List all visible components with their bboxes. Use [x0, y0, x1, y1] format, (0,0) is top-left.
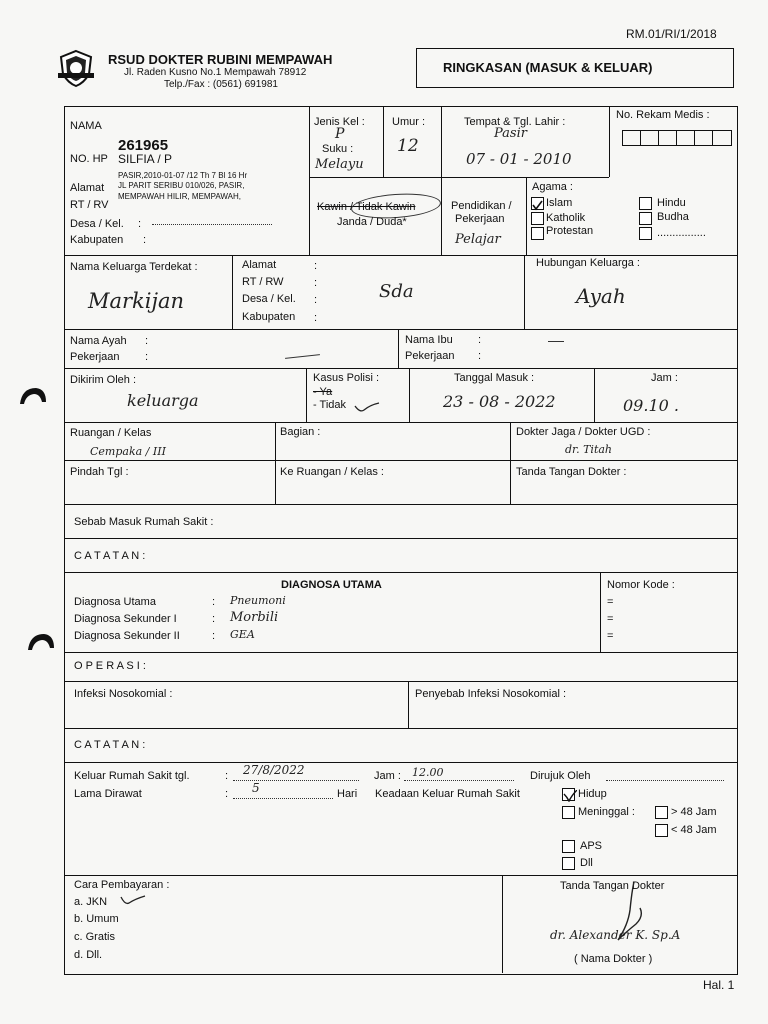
jam-keluar-value: 12.00: [412, 766, 444, 779]
no-hp-label: NO. HP: [70, 153, 108, 165]
tanggal-masuk-value: 23 - 08 - 2022: [443, 392, 556, 411]
lama-dirawat-label: Lama Dirawat: [74, 788, 142, 800]
patient-birth-info: PASIR,2010-01-07 /12 Th 7 Bl 16 Hr: [118, 171, 248, 180]
suku-label: Suku :: [322, 143, 354, 155]
gt48-checkbox[interactable]: [655, 806, 668, 819]
agama-budha: Budha: [657, 211, 689, 223]
agama-label: Agama :: [532, 181, 573, 193]
suku-value: Melayu: [315, 157, 364, 172]
dokter-jaga-value: dr. Titah: [565, 443, 613, 456]
meninggal-label: Meninggal :: [578, 806, 635, 818]
lt48-label: < 48 Jam: [671, 824, 717, 836]
agama-hindu: Hindu: [657, 197, 686, 209]
agama-budha-checkbox[interactable]: [639, 212, 652, 225]
kasus-tidak-check-icon: [354, 400, 380, 418]
infeksi-label: Infeksi Nosokomial :: [74, 688, 173, 700]
ruangan-label: Ruangan / Kelas: [70, 427, 152, 439]
operasi-label: O P E R A S I :: [74, 660, 146, 672]
agama-katholik-checkbox[interactable]: [531, 212, 544, 225]
agama-hindu-checkbox[interactable]: [639, 197, 652, 210]
nama-keluarga-value: Markijan: [88, 289, 185, 313]
diagnosa-sekunder1-label: Diagnosa Sekunder I: [74, 613, 177, 625]
kasus-ya: - Ya: [313, 386, 333, 398]
ke-ruangan-label: Ke Ruangan / Kelas :: [280, 466, 384, 478]
address-line2: MEMPAWAH HILIR, MEMPAWAH,: [118, 192, 241, 201]
check-icon: [532, 200, 543, 211]
tanggal-masuk-label: Tanggal Masuk :: [454, 372, 535, 384]
punch-hole-top: [18, 384, 48, 411]
alamat-label: Alamat: [70, 182, 105, 194]
hubungan-label: Hubungan Keluarga :: [536, 257, 640, 269]
agama-islam-checkbox[interactable]: [531, 197, 544, 210]
hidup-checkbox[interactable]: [562, 788, 575, 801]
doctor-signature: [600, 880, 650, 955]
nama-ibu-dash: [548, 341, 564, 342]
jam-keluar-label: Jam :: [374, 770, 401, 782]
kabupaten-label: Kabupaten: [70, 234, 124, 246]
nama-ibu-label: Nama Ibu: [405, 334, 453, 346]
jenis-kel-value: P: [335, 126, 345, 142]
sebab-masuk-label: Sebab Masuk Rumah Sakit :: [74, 516, 214, 528]
rekam-medis-boxes[interactable]: [622, 130, 732, 146]
catatan-2: C A T A T A N :: [74, 739, 146, 751]
pekerjaan-label: Pekerjaan: [455, 213, 505, 225]
lt48-checkbox[interactable]: [655, 824, 668, 837]
hospital-name: RSUD DOKTER RUBINI MEMPAWAH: [108, 52, 333, 67]
penyebab-infeksi-label: Penyebab Infeksi Nosokomial :: [415, 688, 567, 700]
patient-id-number: 261965: [118, 137, 169, 154]
document-code: RM.01/RI/1/2018: [626, 27, 717, 41]
rt-rw-label: RT / RV: [70, 199, 109, 211]
payment-dll: d. Dll.: [74, 949, 103, 961]
diagnosa-sekunder1-code: =: [607, 613, 614, 625]
dokter-jaga-label: Dokter Jaga / Dokter UGD :: [516, 426, 651, 438]
pindah-tgl-label: Pindah Tgl :: [70, 466, 129, 478]
diagnosa-sekunder1-value: Morbili: [230, 610, 279, 625]
form-frame: [64, 106, 738, 975]
hospital-logo: [56, 48, 96, 88]
diagnosa-utama-label: Diagnosa Utama: [74, 596, 156, 608]
diagnosa-sekunder2-code: =: [607, 630, 614, 642]
umur-label: Umur :: [392, 116, 425, 128]
page-number: Hal. 1: [703, 978, 735, 992]
diagnosa-sekunder2-label: Diagnosa Sekunder II: [74, 630, 180, 642]
nama-label: NAMA: [70, 120, 102, 132]
jam-masuk-value: 09.10 .: [623, 396, 679, 415]
family-alamat-value: Sda: [379, 281, 414, 302]
pekerjaan-value: Pelajar: [455, 232, 501, 247]
dll-label: Dll: [580, 857, 593, 869]
hari-label: Hari: [337, 788, 358, 800]
kawin-text: Kawin / Tidak Kawin: [317, 201, 416, 213]
agama-islam: Islam: [546, 197, 573, 209]
family-kabupaten-label: Kabupaten: [242, 311, 296, 323]
tgl-lahir-value: 07 - 01 - 2010: [466, 150, 572, 168]
payment-jkn: a. JKN: [74, 896, 108, 908]
keluar-label: Keluar Rumah Sakit tgl.: [74, 770, 190, 782]
janda-duda-text: Janda / Duda*: [337, 216, 407, 228]
nomor-kode-label: Nomor Kode :: [607, 579, 675, 591]
nama-ayah-label: Nama Ayah: [70, 335, 127, 347]
address-line1: JL PARIT SERIBU 010/026, PASIR,: [118, 181, 245, 190]
umur-value: 12: [397, 136, 419, 156]
dirujuk-label: Dirujuk Oleh: [530, 770, 591, 782]
kasus-polisi-label: Kasus Polisi :: [313, 372, 380, 384]
hubungan-value: Ayah: [576, 284, 626, 308]
agama-protestan-checkbox[interactable]: [531, 227, 544, 240]
agama-katholik: Katholik: [546, 212, 586, 224]
meninggal-checkbox[interactable]: [562, 806, 575, 819]
tanda-tangan-label: Tanda Tangan Dokter :: [516, 466, 627, 478]
jkn-check-icon: [120, 893, 146, 912]
keadaan-label: Keadaan Keluar Rumah Sakit: [375, 788, 520, 800]
aps-label: APS: [580, 840, 603, 852]
diagnosa-heading: DIAGNOSA UTAMA: [281, 579, 382, 591]
payment-gratis: c. Gratis: [74, 931, 115, 943]
punch-hole-bottom: [26, 630, 56, 657]
family-alamat-label: Alamat: [242, 259, 277, 271]
gt48-label: > 48 Jam: [671, 806, 717, 818]
rekam-medis-label: No. Rekam Medis :: [616, 109, 710, 121]
jam-masuk-label: Jam :: [651, 372, 678, 384]
tempat-tgl-label: Tempat & Tgl. Lahir :: [464, 116, 566, 128]
dikirim-label: Dikirim Oleh :: [70, 374, 137, 386]
agama-other: ................: [657, 227, 706, 239]
diagnosa-utama-value: Pneumoni: [230, 594, 286, 607]
payment-label: Cara Pembayaran :: [74, 879, 170, 891]
ttd-dokter-label: Tanda Tangan Dokter: [560, 880, 665, 892]
dikirim-value: keluarga: [127, 391, 199, 410]
family-desa-label: Desa / Kel.: [242, 293, 296, 305]
pekerjaan-ayah-label: Pekerjaan: [70, 351, 120, 363]
doctor-sign-name: dr. Alexander K. Sp.A: [550, 928, 681, 942]
agama-protestan: Protestan: [546, 225, 594, 237]
patient-name-value: SILFIA / P: [118, 152, 173, 166]
dll-checkbox[interactable]: [562, 857, 575, 870]
nama-keluarga-label: Nama Keluarga Terdekat :: [70, 261, 198, 273]
ruangan-value: Cempaka / III: [90, 445, 166, 458]
family-rt-rw-label: RT / RW: [242, 276, 284, 288]
catatan-1: C A T A T A N :: [74, 550, 146, 562]
diagnosa-utama-code: =: [607, 596, 614, 608]
keluar-value: 27/8/2022: [243, 763, 305, 777]
tempat-value: Pasir: [494, 126, 527, 141]
aps-checkbox[interactable]: [562, 840, 575, 853]
pekerjaan-ibu-label: Pekerjaan: [405, 350, 455, 362]
lama-dirawat-value: 5: [252, 781, 260, 795]
desa-label: Desa / Kel.: [70, 218, 124, 230]
hospital-address: Jl. Raden Kusno No.1 Mempawah 78912: [124, 67, 307, 78]
bagian-label: Bagian :: [280, 426, 321, 438]
nama-dokter-label: ( Nama Dokter ): [574, 953, 653, 965]
kasus-tidak: - Tidak: [313, 399, 347, 411]
hospital-phone: Telp./Fax : (0561) 691981: [164, 79, 278, 90]
diagnosa-sekunder2-value: GEA: [230, 628, 255, 641]
agama-other-checkbox[interactable]: [639, 227, 652, 240]
payment-umum: b. Umum: [74, 913, 119, 925]
pendidikan-label: Pendidikan /: [451, 200, 512, 212]
check-icon: [563, 790, 577, 802]
hidup-label: Hidup: [578, 788, 607, 800]
form-title: RINGKASAN (MASUK & KELUAR): [443, 60, 653, 75]
jenis-kel-label: Jenis Kel :: [314, 116, 365, 128]
